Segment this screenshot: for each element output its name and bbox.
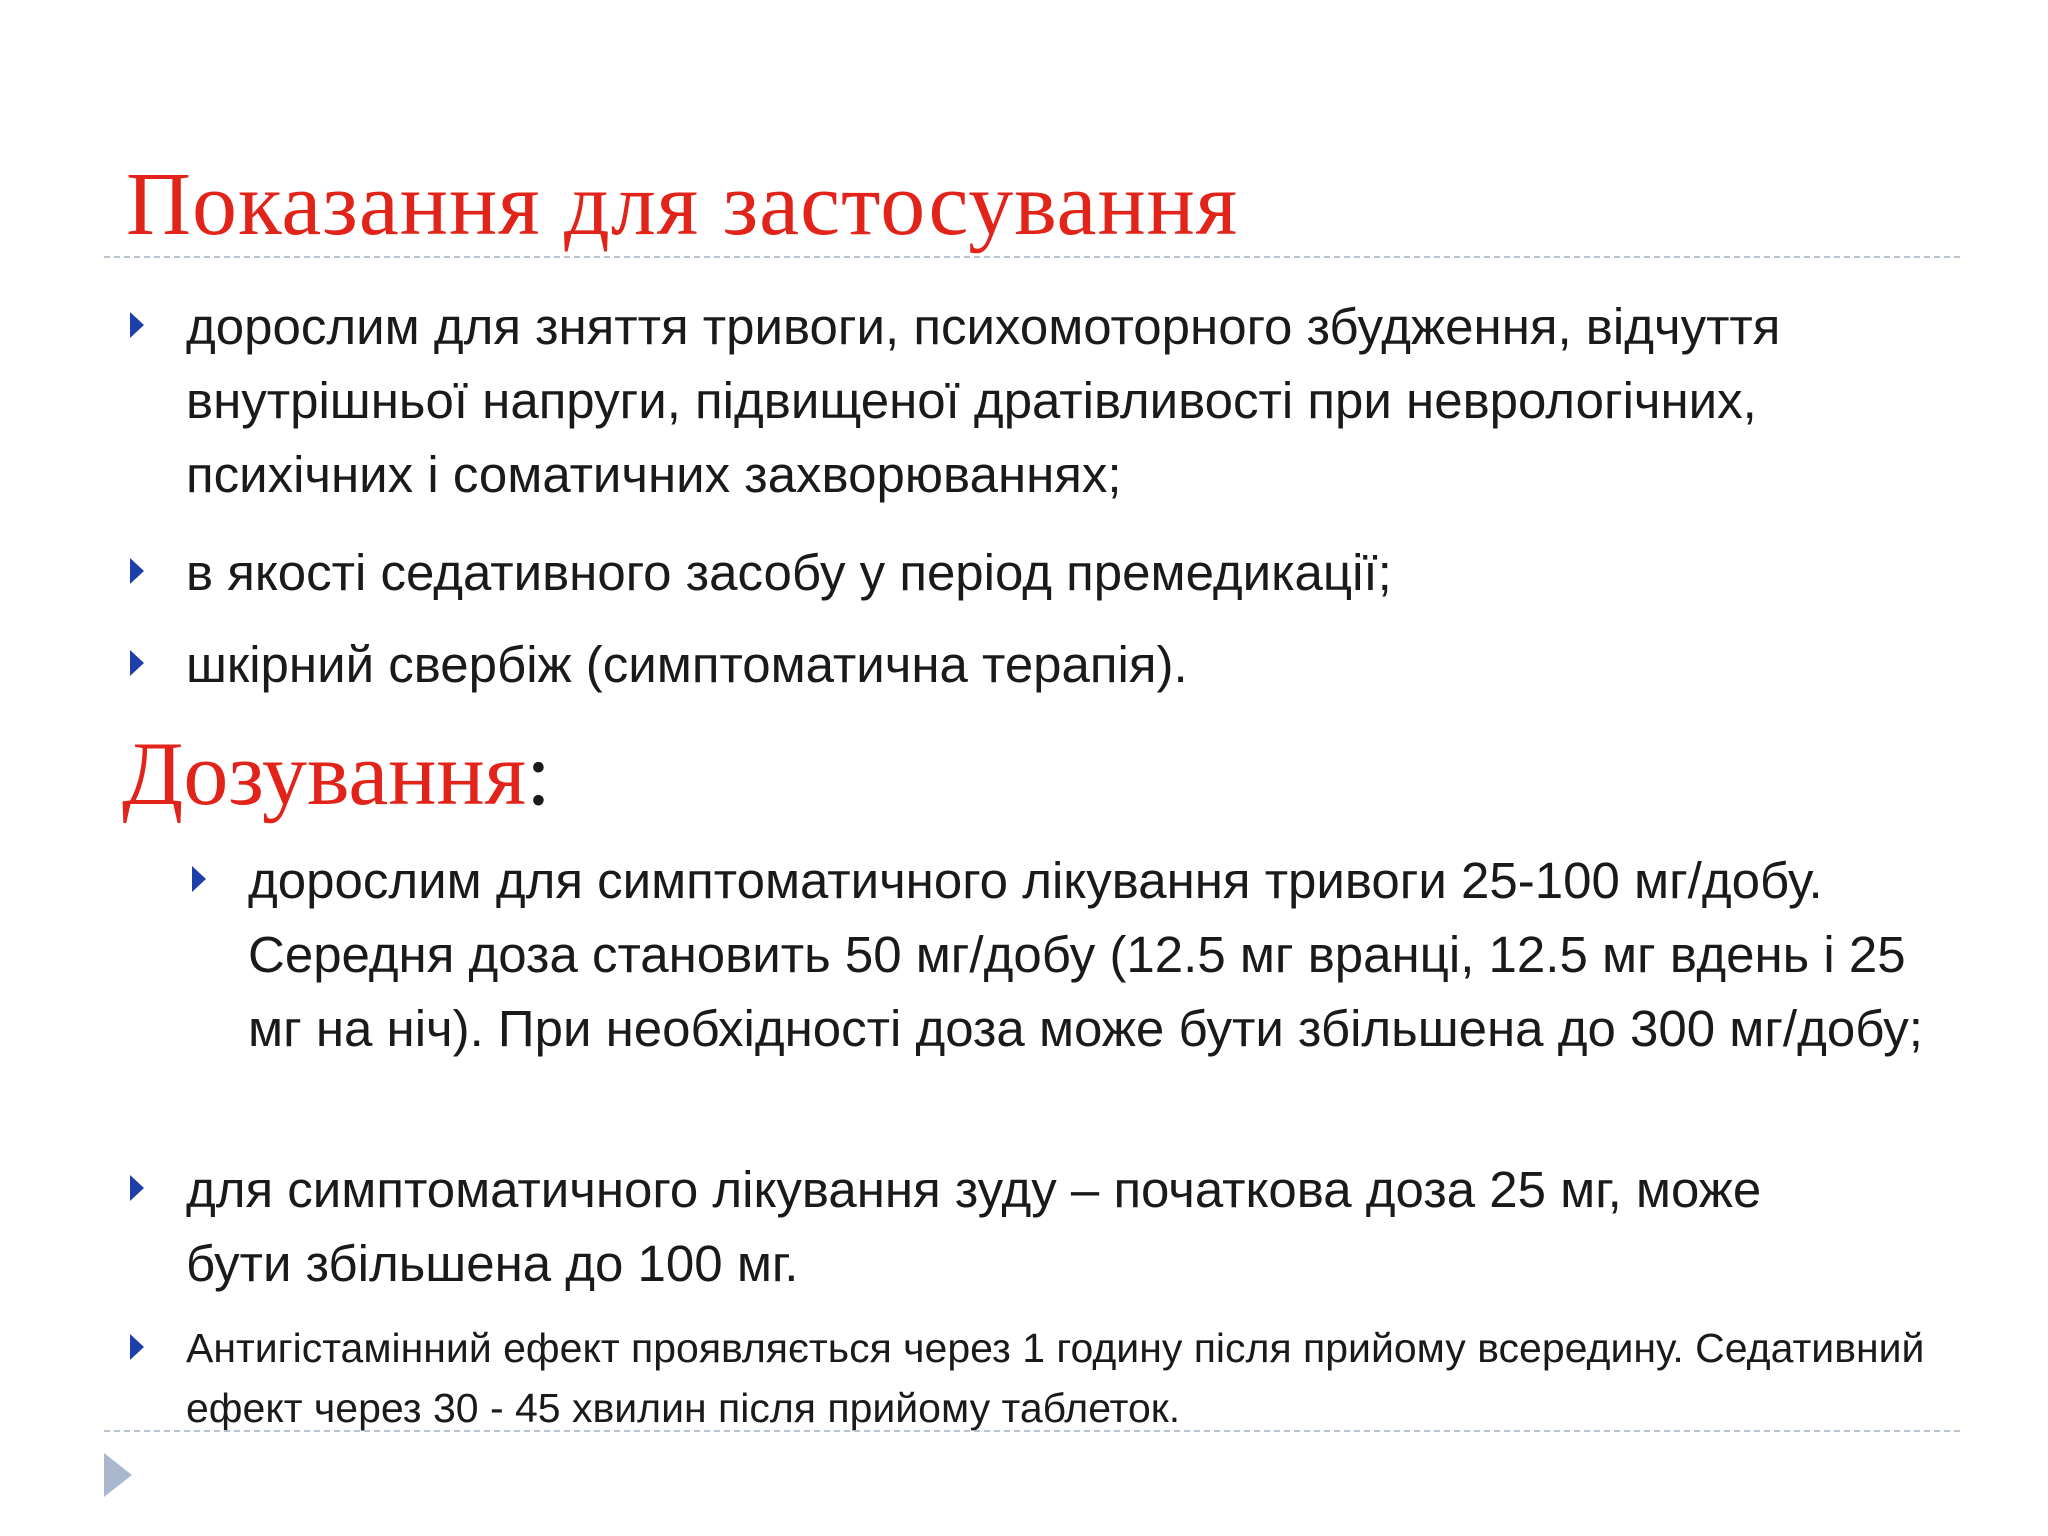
bullet-triangle-icon bbox=[130, 650, 144, 676]
dosage-heading-colon: : bbox=[526, 725, 552, 824]
slide-title: Показання для застосування bbox=[126, 155, 1239, 254]
footer-triangle-icon bbox=[104, 1453, 132, 1497]
dosage-item-2: для симптоматичного лікування зуду – початкова доза 25 мг, може бути збільшена до 100 мг. bbox=[186, 1161, 1762, 1292]
bullet-triangle-icon bbox=[130, 558, 144, 584]
dosage-item-3: Антигістамінний ефект проявляється через 1 годину після прийому всередину. Седативний ефект через 30 - 45 хвилин після прийому таблеток. bbox=[186, 1325, 1925, 1431]
bullet-triangle-icon bbox=[192, 866, 206, 892]
title-divider bbox=[104, 256, 1960, 258]
bullet-triangle-icon bbox=[130, 1175, 144, 1201]
dosage-heading-text: Дозування bbox=[122, 725, 527, 824]
bullet-triangle-icon bbox=[130, 312, 144, 338]
dosage-item-1: дорослим для симптоматичного лікування тривоги 25-100 мг/добу. Середня доза становить 50 мг/добу (12.5 мг вранці, 12.5 мг вдень і 25 мг на ніч). При необхідності доза може бути збільшена до 300 мг/добу; bbox=[248, 852, 1923, 1057]
indication-item-1: дорослим для зняття тривоги, психомоторного збудження, відчуття внутрішньої напруги, підвищеної дратівливості при неврологічних, психічних і соматичних захворюваннях; bbox=[186, 298, 1781, 503]
dosage-heading bbox=[122, 720, 551, 830]
indication-item-3: шкірний свербіж (симптоматична терапія). bbox=[186, 636, 1188, 693]
indication-item-2: в якості седативного засобу у період премедикації; bbox=[186, 544, 1392, 601]
footer-divider bbox=[104, 1430, 1960, 1432]
bullet-triangle-icon bbox=[130, 1334, 144, 1360]
